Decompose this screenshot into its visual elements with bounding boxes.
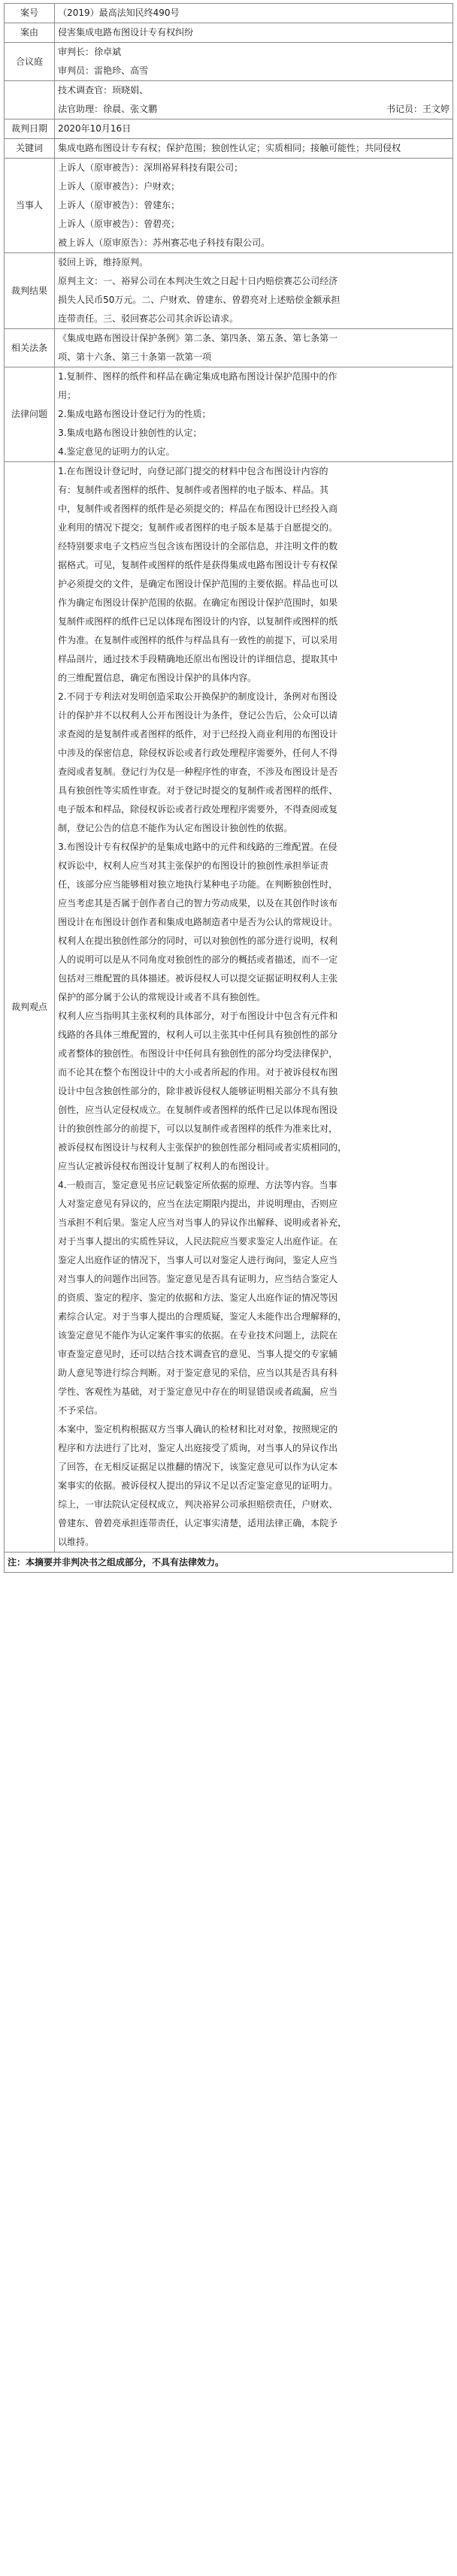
result-row	[5, 253, 453, 329]
assistants-value	[55, 81, 453, 119]
opinion-line: 综上，一审法院认定侵权成立，判决裕昇公司承担赔偿责任，户财欢、	[58, 1499, 338, 1510]
panel-value	[55, 43, 453, 81]
result-line: 驳回上诉，维持原判。	[58, 257, 149, 268]
law-line: 项、第十六条、第三十条第一款第一项	[58, 352, 212, 362]
issue-line: 2.集成电路布图设计登记行为的性质；	[58, 409, 211, 419]
footer-note: 注：本摘要并非判决书之组成部分，不具有法律效力。	[4, 1553, 453, 1573]
keywords-text: 集成电路布图设计专有权；保护范围；独创性认定；实质相同；接触可能性；共同侵权	[58, 143, 401, 153]
opinion-line: 保护的部分属于公认的常规设计或者不具有独创性。	[58, 992, 266, 1002]
issue-line: 用；	[58, 390, 77, 401]
opinion-line: 创性，应当认定侵权成立。在复制件或者图样的纸件已足以体现布图设	[58, 1105, 338, 1115]
keywords-value	[55, 139, 453, 159]
opinion-line: 电子版本和样品，除侵权诉讼或者行政处理程序需要外，不得查阅或复	[58, 804, 338, 815]
parties-label: 当事人	[5, 159, 55, 253]
opinion-line: 对于当事人提出的实质性异议，人民法院应当要求鉴定人出庭作证。在	[58, 1236, 338, 1247]
opinion-row	[5, 462, 453, 1553]
opinion-line: 4.一般而言，鉴定意见书应记载鉴定所依据的原理、方法等内容。当事	[58, 1180, 337, 1190]
opinion-line: 曾建东、曾碧亮承担连带责任，认定事实清楚，适用法律正确，本院予	[58, 1518, 338, 1528]
case-no-row	[5, 4, 453, 23]
result-label: 裁判结果	[5, 253, 55, 329]
opinion-line: 中，复制件或者图样的纸件是必须提交的；样品在布图设计已经投入商	[58, 503, 338, 514]
laws-value	[55, 329, 453, 367]
date-label: 裁判日期	[5, 119, 55, 139]
opinion-line: 的资质、鉴定的程序、鉴定的依据和方法、鉴定人出庭作证的情况等因	[58, 1293, 338, 1303]
panel-row	[5, 43, 453, 81]
opinion-line: 应当考虑其是否属于创作者自己的智力劳动成果，以及在其创作时该布	[58, 898, 338, 909]
opinion-line: 经特别要求电子文档应当包含该布图设计的全部信息，并注明文件的数	[58, 541, 338, 552]
issues-value	[55, 367, 453, 462]
opinion-line: 权诉讼中，权利人应当对其主张保护的布图设计的独创性承担举证责	[58, 860, 329, 871]
opinion-line: 本案中，鉴定机构根据双方当事人确认的检材和比对对象，按照规定的	[58, 1424, 338, 1435]
party-line: 被上诉人（原审原告）：苏州赛芯电子科技有限公司。	[58, 237, 271, 248]
opinion-line: 了回答，在无相反证据足以推翻的情况下，该鉴定意见可以作为认定本	[58, 1462, 338, 1472]
issues-label: 法律问题	[5, 367, 55, 462]
opinion-line: 应当认定被诉侵权布图设计复制了权利人的布图设计。	[58, 1161, 275, 1172]
opinion-line: 该鉴定意见不能作为认定案件事实的依据。在专业技术问题上，法院在	[58, 1330, 338, 1341]
opinion-line: 设计中包含独创性部分的，除非被诉侵权人能够证明相关部分不具有独	[58, 1086, 338, 1096]
opinion-line: 线路的各具体三维配置的，权利人可以主张其中任何具有独创性的部分	[58, 1029, 338, 1040]
keywords-row	[5, 139, 453, 159]
opinion-value	[55, 462, 453, 1553]
opinion-line: 审查鉴定意见时，还可以结合技术调查官的意见、当事人提交的专家辅	[58, 1349, 338, 1359]
case-no-value: （2019）最高法知民终490号	[55, 4, 453, 23]
laws-row	[5, 329, 453, 367]
opinion-line: 业利用的情况下提交；复制件或者图样的电子版本是基于自愿提交的。	[58, 522, 338, 533]
opinion-line: 据格式。可见，复制件或图样的纸件是获得集成电路布图设计专有权保	[58, 560, 338, 570]
party-line: 上诉人（原审被告）：曾建东；	[58, 200, 180, 210]
opinion-line: 人对鉴定意见有异议的，应当在法定期限内提出，并说明理由，否则应	[58, 1199, 338, 1209]
opinion-line: 学性、客观性为基础，对于鉴定意见中存在的明显错误或者疏漏，应当	[58, 1386, 338, 1397]
opinion-line: 具有独创性等实质性审查。对于登记时提交的复制件或者图样的纸件、	[58, 785, 338, 796]
opinion-line: 权利人在提出独创性部分的同时，可以对独创性的部分进行说明，权利	[58, 936, 338, 946]
opinion-line: 1.在布图设计登记时，向登记部门提交的材料中包含布图设计内容的	[58, 466, 328, 476]
opinion-line: 或者整体的独创性。布图设计中任何具有独创性的部分均受法律保护，	[58, 1048, 338, 1059]
opinion-line: 计的保护并不以权利人公开布图设计为条件，登记公告后，公众可以请	[58, 710, 338, 721]
opinion-line: 计的独创性部分的前提下，可以以复制件或者图样的纸件为准来比对，	[58, 1123, 338, 1134]
opinion-line: 中涉及的保密信息，除侵权诉讼或者行政处理程序需要外，任何人不得	[58, 748, 338, 758]
opinion-line: 助人意见等进行综合判断。对于鉴定意见的采信，应当以其是否具有科	[58, 1368, 338, 1378]
opinion-line: 2.不同于专利法对发明创造采取公开换保护的制度设计，条例对布图设	[58, 691, 337, 702]
party-line: 上诉人（原审被告）：深圳裕昇科技有限公司；	[58, 162, 244, 173]
party-line: 上诉人（原审被告）：曾碧亮；	[58, 219, 180, 229]
opinion-line: 复制件或图样的纸件已足以体现布图设计的内容，以复制件或图样的纸	[58, 616, 338, 627]
assistant-clerk-line	[58, 100, 449, 119]
parties-value	[55, 159, 453, 253]
opinion-line: 人的说明可以是从不同角度对独创性的部分的概括或者描述，而不一定	[58, 954, 338, 965]
opinion-line: 鉴定人出庭作证的情况下，当事人可以对鉴定人进行询问，鉴定人应当	[58, 1255, 338, 1265]
opinion-line: 程序和方法进行了比对，鉴定人出庭接受了质询，对当事人的异议作出	[58, 1443, 338, 1453]
keywords-label: 关键词	[5, 139, 55, 159]
opinion-line: 而不论其在整个布图设计中的大小或者所起的作用。对于被诉侵权布图	[58, 1067, 338, 1078]
assistant-line: 技术调查官：顼晓娟、	[58, 85, 149, 95]
opinion-line: 权利人应当指明其主张权利的具体部分，对于布图设计中包含有元件和	[58, 1011, 338, 1021]
opinion-line: 求查阅的是复制件或者图样的纸件，对于已经投入商业利用的布图设计	[58, 729, 338, 739]
opinion-label: 裁判观点	[5, 462, 55, 1553]
case-summary-table	[4, 3, 453, 1553]
opinion-line: 以维持。	[58, 1537, 95, 1547]
result-value	[55, 253, 453, 329]
panel-line: 审判员：雷艳珍、高雪	[58, 65, 149, 76]
issue-line: 3.集成电路布图设计独创性的认定；	[58, 428, 202, 438]
opinion-line: 件为准。在复制件或图样的纸件与样品具有一致性的前提下，可以采用	[58, 635, 338, 646]
opinion-line: 不予采信。	[58, 1405, 104, 1416]
assistant-line: 法官助理：徐晨、张文鹏	[58, 104, 158, 114]
opinion-line: 护必须提交的文件，是确定布图设计保护范围的主要依据。样品也可以	[58, 579, 338, 589]
party-line: 上诉人（原审被告）：户财欢；	[58, 181, 180, 192]
opinion-line: 3.布图设计专有权保护的是集成电路中的元件和线路的三维配置。在侵	[58, 842, 337, 852]
date-value: 2020年10月16日	[55, 119, 453, 139]
assistants-label	[5, 81, 55, 119]
case-no-label: 案号	[5, 4, 55, 23]
opinion-line: 对当事人的问题作出回答。鉴定意见是否具有证明力，应当结合鉴定人	[58, 1274, 338, 1284]
issue-line: 1.复制件、图样的纸件和样品在确定集成电路布图设计保护范围中的作	[58, 371, 337, 382]
issues-row	[5, 367, 453, 462]
opinion-line: 被诉侵权布图设计与权利人主张保护的独创性部分相同或者实质相同的，	[58, 1142, 347, 1153]
issue-line: 4.鉴定意见的证明力的认定。	[58, 446, 175, 457]
opinion-line: 案事实的依据。被诉侵权人提出的异议不足以否定鉴定意见的证明力。	[58, 1480, 338, 1491]
opinion-line: 查阅或者复制。登记行为仅是一种程序性的审查，不涉及布图设计是否	[58, 766, 338, 777]
opinion-line: 样品剖片，通过技术手段精确地还原出布图设计的详细信息，提取其中	[58, 654, 338, 664]
opinion-line: 的三维配置信息，确定布图设计保护的具体内容。	[58, 673, 257, 683]
opinion-line: 包括对三维配置的具体描述。被诉侵权人可以提交证据证明权利人主张	[58, 973, 338, 984]
law-line: 《集成电路布图设计保护条例》第二条、第四条、第五条、第七条第一	[58, 333, 338, 343]
assistants-row	[5, 81, 453, 119]
cause-value: 侵害集成电路布图设计专有权纠纷	[55, 23, 453, 43]
opinion-line: 有：复制件或者图样的纸件、复制件或者图样的电子版本、样品。其	[58, 485, 329, 495]
result-line: 原判主文：一、裕昇公司在本判决生效之日起十日内赔偿赛芯公司经济	[58, 276, 338, 286]
opinion-line: 当承担不利后果。鉴定人应当对当事人的异议作出解释、说明或者补充，	[58, 1217, 347, 1228]
opinion-line: 素综合认定。对于当事人提出的合理质疑，鉴定人未能作出合理解释的，	[58, 1311, 347, 1322]
cause-row	[5, 23, 453, 43]
opinion-line: 图设计在布图设计创作者和集成电路制造者中是否为公认的常规设计。	[58, 917, 338, 927]
date-row	[5, 119, 453, 139]
opinion-line: 任，该部分应当能够相对独立地执行某种电子功能。在判断独创性时，	[58, 879, 338, 890]
opinion-line: 作为确定布图设计保护范围的依据。在确定布图设计保护范围时，如果	[58, 597, 338, 608]
opinion-line: 制，登记公告的信息不能作为认定布图设计独创性的依据。	[58, 823, 293, 833]
result-line: 损失人民币50万元。二、户财欢、曾建东、曾碧亮对上述赔偿金额承担	[58, 295, 340, 305]
result-line: 连带责任。三、驳回赛芯公司其余诉讼请求。	[58, 313, 239, 324]
parties-row	[5, 159, 453, 253]
panel-label: 合议庭	[5, 43, 55, 81]
panel-line: 审判长：徐卓斌	[58, 47, 122, 57]
clerk-text: 书记员：王文婷	[386, 104, 449, 114]
cause-label: 案由	[5, 23, 55, 43]
laws-label: 相关法条	[5, 329, 55, 367]
